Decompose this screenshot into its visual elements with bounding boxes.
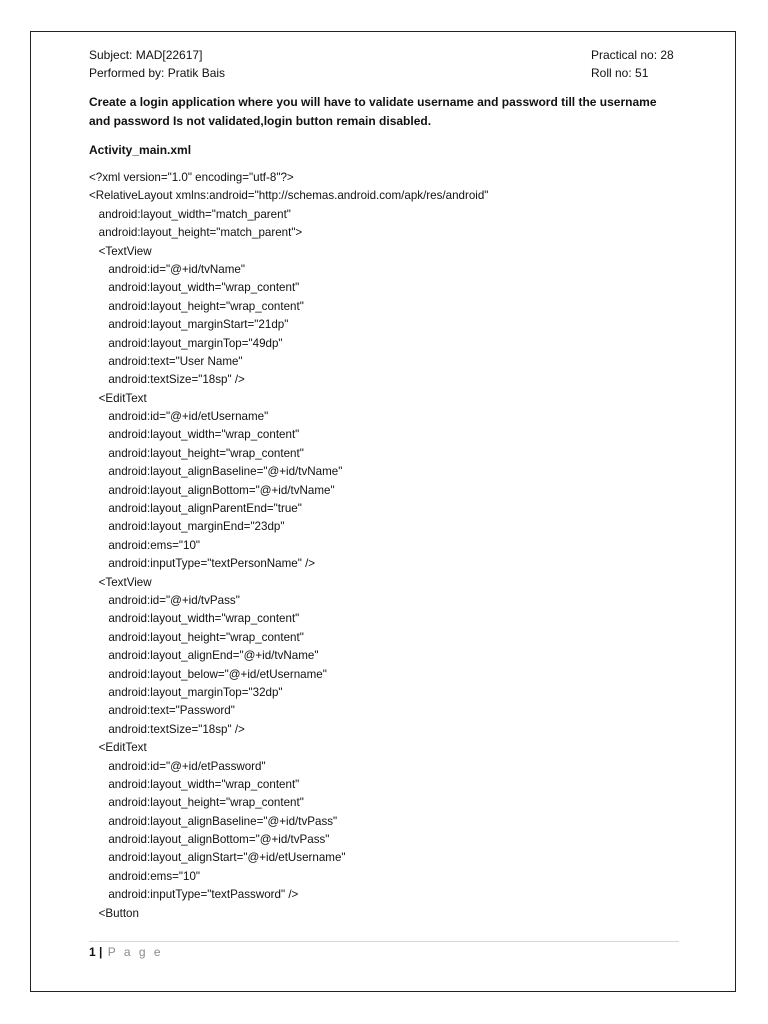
subject-label: Subject: MAD[22617] [89,48,203,62]
code-line: android:inputType="textPersonName" /> [89,557,316,571]
code-line: android:id="@+id/tvName" [89,262,245,276]
code-line: android:id="@+id/etUsername" [89,410,269,424]
code-line: android:layout_height="wrap_content" [89,796,304,810]
code-line: android:layout_alignBottom="@+id/tvPass" [89,833,330,847]
code-line: android:layout_alignParentEnd="true" [89,502,302,516]
code-line: android:ems="10" [89,538,201,552]
code-line: <Button [89,906,139,920]
code-line: android:textSize="18sp" /> [89,373,245,387]
code-line: android:layout_height="wrap_content" [89,630,304,644]
code-line: android:layout_width="wrap_content" [89,428,300,442]
code-line: android:textSize="18sp" /> [89,722,245,736]
code-line: <TextView [89,244,152,258]
code-line: android:layout_marginStart="21dp" [89,318,289,332]
code-line: android:layout_height="match_parent"> [89,226,303,240]
page-footer [89,944,163,960]
code-line: android:layout_alignBaseline="@+id/tvPass" [89,814,338,828]
code-block [89,169,689,923]
code-line: android:layout_marginEnd="23dp" [89,520,285,534]
code-line: android:layout_height="wrap_content" [89,446,304,460]
code-line: <EditText [89,741,147,755]
code-line: <EditText [89,391,147,405]
code-line: android:layout_width="wrap_content" [89,281,300,295]
code-line: android:layout_alignEnd="@+id/tvName" [89,649,319,663]
code-line: android:layout_width="match_parent" [89,207,291,221]
code-line: android:layout_width="wrap_content" [89,777,300,791]
page-number: 1 [89,945,96,959]
section-title: Activity_main.xml [89,143,192,157]
code-line: <RelativeLayout xmlns:android="http://schemas.android.com/apk/res/android" [89,189,489,203]
footer-separator: | [99,945,103,959]
code-line: android:text="Password" [89,704,235,718]
code-line: android:layout_alignBottom="@+id/tvName" [89,483,335,497]
code-line: android:layout_marginTop="32dp" [89,685,283,699]
page-word: P a g e [107,945,164,959]
code-line: android:id="@+id/etPassword" [89,759,266,773]
code-line: android:layout_height="wrap_content" [89,299,304,313]
code-line: android:layout_alignStart="@+id/etUsername" [89,851,346,865]
code-line: android:ems="10" [89,869,201,883]
code-line: android:text="User Name" [89,354,243,368]
code-line: android:layout_alignBaseline="@+id/tvName" [89,465,343,479]
code-line: android:layout_below="@+id/etUsername" [89,667,327,681]
code-line: android:layout_marginTop="49dp" [89,336,283,350]
practical-number: Practical no: 28 [591,48,674,62]
roll-number: Roll no: 51 [591,66,649,80]
document-header [89,46,679,82]
code-line: android:inputType="textPassword" /> [89,888,299,902]
code-line: <TextView [89,575,152,589]
code-line: <?xml version="1.0" encoding="utf-8"?> [89,171,294,184]
performed-by: Performed by: Pratik Bais [89,66,226,80]
code-line: android:layout_width="wrap_content" [89,612,300,626]
task-statement: Create a login application where you will have to validate username and password till the username and password Is not validated,login button remain disabled. [89,95,657,128]
code-line: android:id="@+id/tvPass" [89,593,240,607]
footer-divider [89,941,679,942]
